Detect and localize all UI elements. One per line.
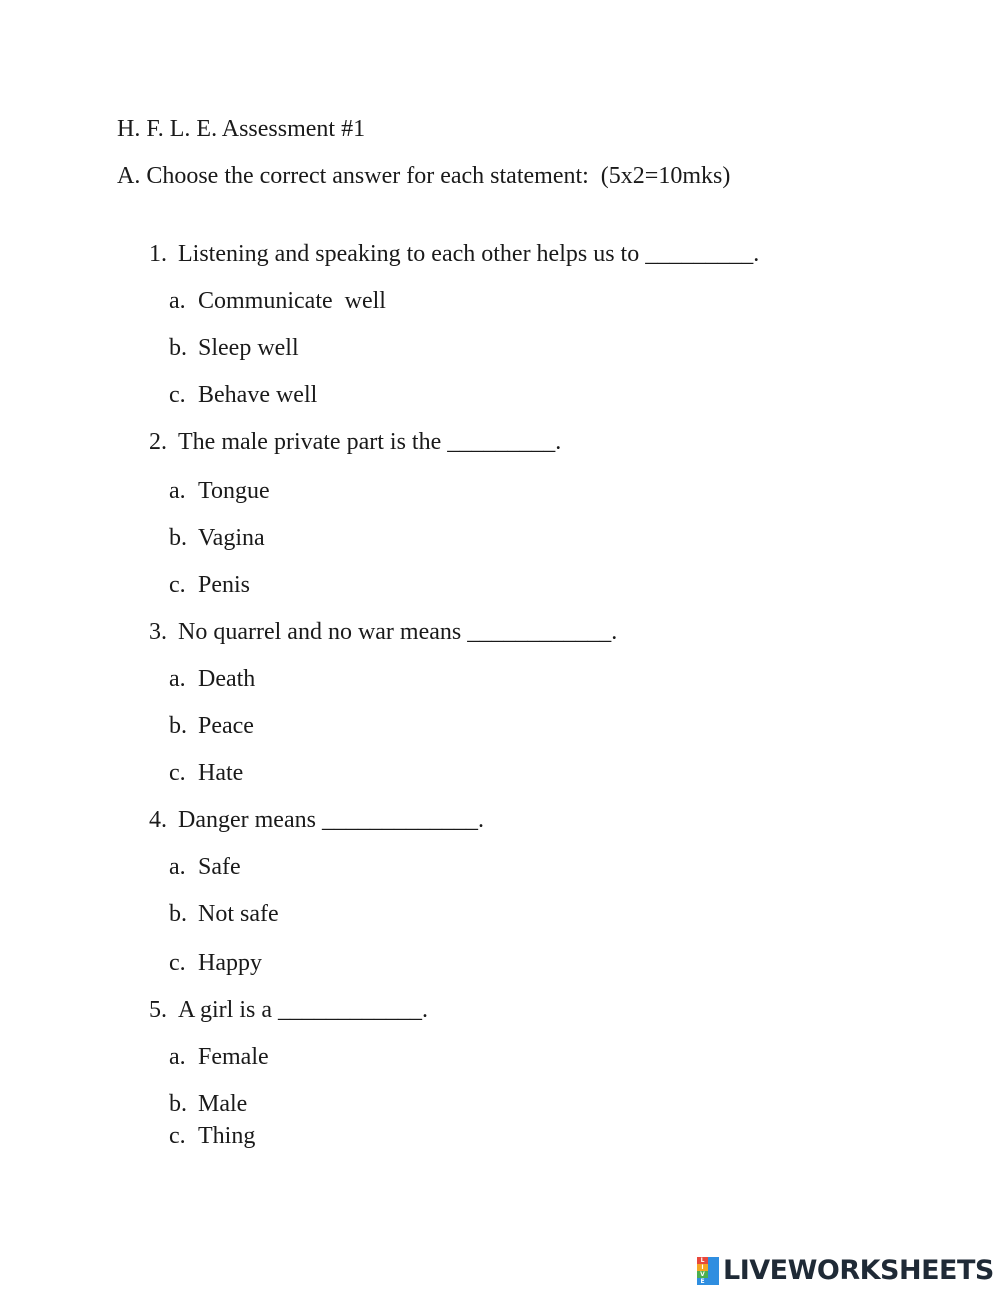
question-number: 3. [149, 619, 167, 645]
option-text: Not safe [198, 901, 279, 927]
worksheet-title: H. F. L. E. Assessment #1 [117, 116, 366, 142]
option-letter: c. [169, 1123, 186, 1149]
liveworksheets-logo-icon [697, 1257, 719, 1285]
logo-letter: L [697, 1257, 708, 1264]
option-text: Peace [198, 713, 254, 739]
option-letter: c. [169, 760, 186, 786]
option-letter: c. [169, 950, 186, 976]
question-text: The male private part is the _________. [178, 429, 562, 455]
question-number: 2. [149, 429, 167, 455]
option-letter: b. [169, 525, 187, 551]
question-number: 1. [149, 241, 167, 267]
option-text: Death [198, 666, 256, 692]
option-text: Communicate well [198, 288, 386, 314]
option-letter: b. [169, 713, 187, 739]
option-text: Safe [198, 854, 241, 880]
option-letter: c. [169, 382, 186, 408]
question-text: Listening and speaking to each other helps us to _________. [178, 241, 760, 267]
option-5c [145, 1091, 255, 1181]
option-letter: c. [169, 572, 186, 598]
option-text: Thing [198, 1123, 256, 1149]
option-letter: a. [169, 666, 186, 692]
question-text: Danger means _____________. [178, 807, 484, 833]
question-number: 5. [149, 997, 167, 1023]
option-letter: b. [169, 335, 187, 361]
question-text: A girl is a ____________. [178, 997, 428, 1023]
option-letter: a. [169, 478, 186, 504]
question-text: No quarrel and no war means ____________. [178, 619, 618, 645]
option-letter: a. [169, 288, 186, 314]
option-text: Hate [198, 760, 244, 786]
option-text: Penis [198, 572, 251, 598]
option-letter: a. [169, 1044, 186, 1070]
option-letter: b. [169, 1091, 187, 1117]
question-number: 4. [149, 807, 167, 833]
option-text: Happy [198, 950, 262, 976]
option-letter: b. [169, 901, 187, 927]
option-text: Behave well [198, 382, 318, 408]
logo-bar [708, 1257, 719, 1285]
option-text: Male [198, 1091, 248, 1117]
logo-letter: E [697, 1278, 708, 1285]
option-text: Vagina [198, 525, 265, 551]
section-instruction: A. Choose the correct answer for each statement: (5x2=10mks) [117, 163, 731, 189]
logo-letter: I [697, 1264, 708, 1271]
liveworksheets-wordmark: LIVEWORKSHEETS [723, 1255, 994, 1286]
logo-letter: V [697, 1271, 708, 1278]
option-letter: a. [169, 854, 186, 880]
liveworksheets-logo [697, 1253, 994, 1289]
option-text: Tongue [198, 478, 270, 504]
option-text: Sleep well [198, 335, 299, 361]
option-text: Female [198, 1044, 269, 1070]
